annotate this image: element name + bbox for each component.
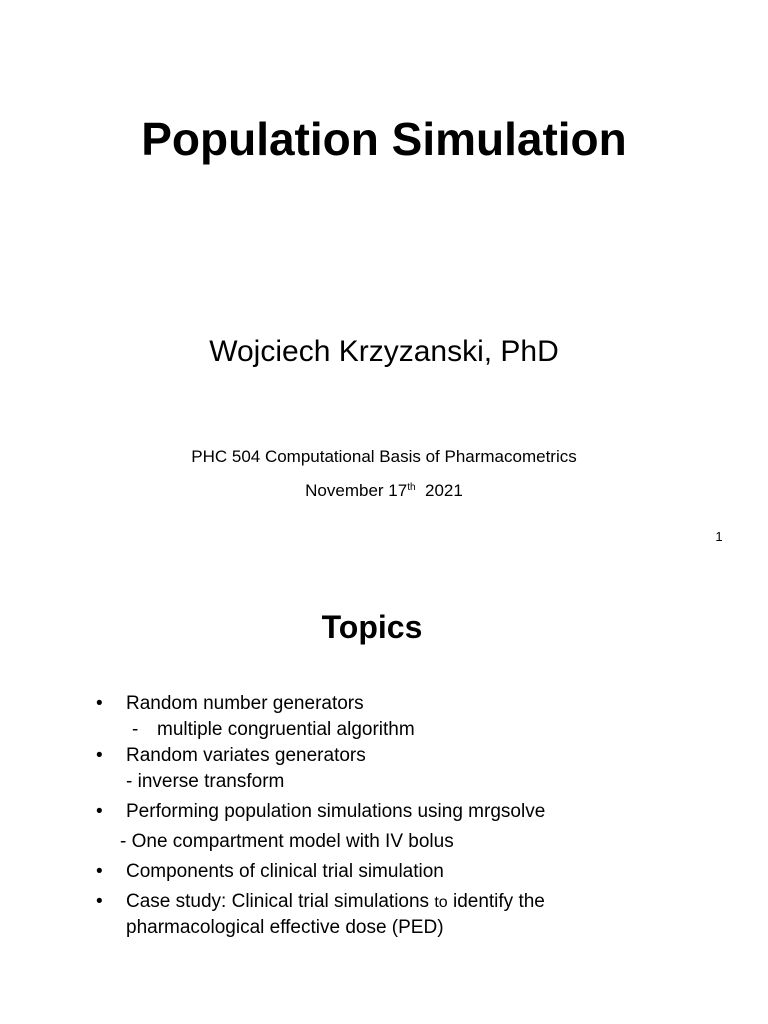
bullet-icon: •	[96, 745, 103, 766]
bullet-icon: •	[96, 861, 103, 882]
date-ordinal-suffix: th	[407, 482, 416, 493]
topic-rng-sub: multiple congruential algorithm	[157, 719, 415, 740]
case-text-to: to	[434, 894, 448, 911]
topics-heading: Topics	[321, 609, 423, 645]
list-item	[96, 691, 736, 717]
list-item	[96, 743, 736, 769]
date-month-day: November 17	[305, 481, 408, 500]
page-number: 1	[715, 529, 723, 544]
topic-rvg-sub: - inverse transform	[126, 771, 285, 792]
list-subitem	[96, 829, 736, 855]
bullet-icon: •	[96, 801, 103, 822]
topic-case-study-line2: pharmacological effective dose (PED)	[126, 917, 444, 938]
list-item	[96, 889, 736, 915]
bullet-icon: •	[96, 891, 103, 912]
list-item	[96, 859, 736, 885]
topic-rng: Random number generators	[126, 693, 364, 714]
author-name: Wojciech Krzyzanski, PhD	[209, 335, 559, 368]
presentation-title: Population Simulation	[141, 113, 627, 165]
topic-popsim: Performing population simulations using mrgsolve	[126, 801, 546, 822]
list-subitem	[96, 717, 736, 743]
list-item	[96, 799, 736, 825]
sub-dash: -	[132, 719, 139, 740]
topics-list	[96, 691, 736, 941]
topic-popsim-sub: - One compartment model with IV bolus	[120, 831, 454, 852]
topic-case-study	[126, 889, 545, 916]
slide-topics	[0, 570, 768, 1024]
date-year: 2021	[425, 481, 463, 500]
list-subitem	[96, 769, 736, 795]
course-name: PHC 504 Computational Basis of Pharmacometrics	[191, 447, 577, 466]
topic-components: Components of clinical trial simulation	[126, 861, 444, 882]
presentation-date	[0, 480, 768, 502]
list-item-continuation	[96, 915, 736, 941]
bullet-icon: •	[96, 693, 103, 714]
topic-rvg: Random variates generators	[126, 745, 366, 766]
case-text-a: Case study: Clinical trial simulations	[126, 891, 430, 912]
case-text-b: identify the	[452, 891, 545, 912]
